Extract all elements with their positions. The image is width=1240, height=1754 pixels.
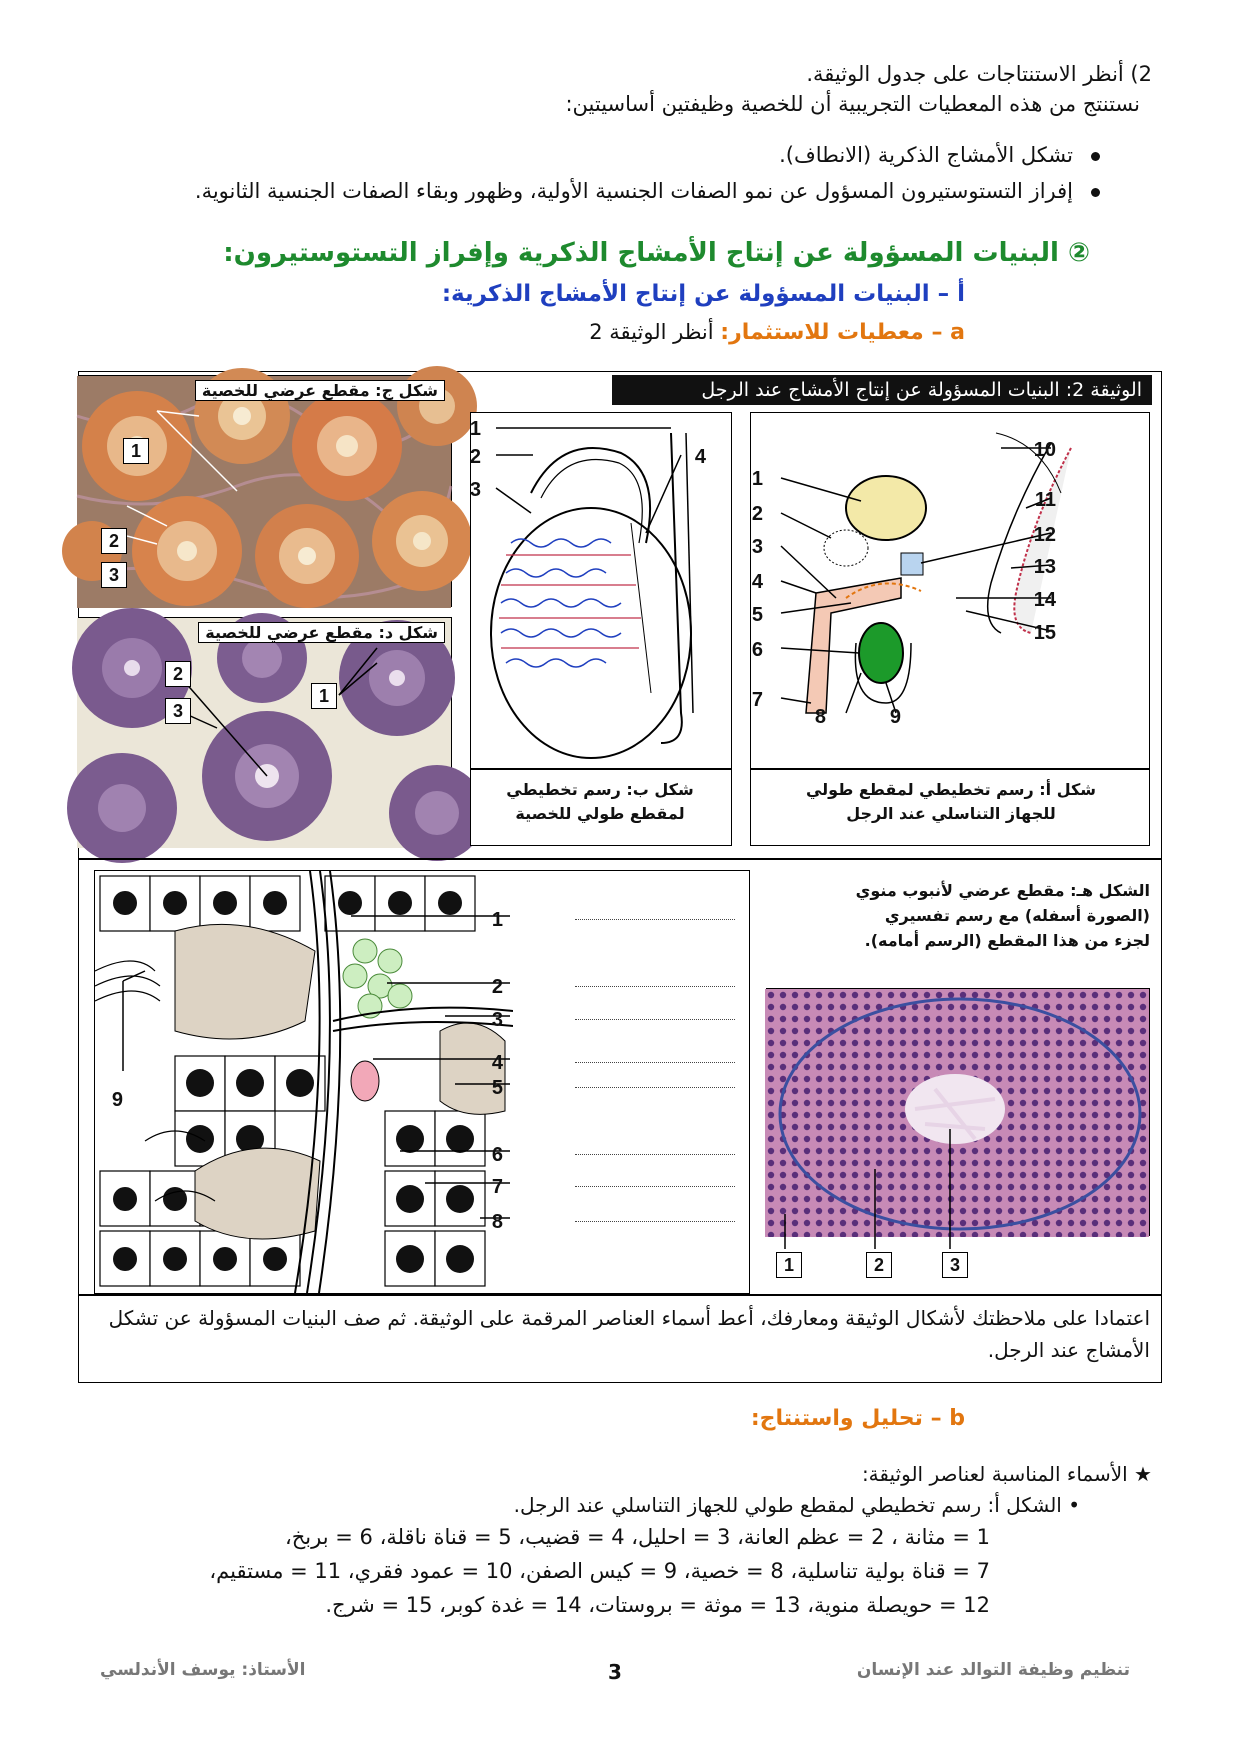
bullet-dot <box>1091 188 1100 197</box>
document-instruction: اعتمادا على ملاحظتك لأشكال الوثيقة ومعارفك، أعط أسماء العناصر المرقمة على الوثيقة. ثم صف البنيات المسؤولة عن تشكل الأمشاج عند الرجل. <box>108 1306 1150 1362</box>
fig-a-label-8: 8 <box>814 706 826 728</box>
fig-a-label-1: 1 <box>751 468 763 490</box>
subAb-heading: b – تحليل واستنتاج: <box>750 1406 965 1431</box>
fig-a-label-9: 9 <box>889 706 901 728</box>
answer-line-7 <box>575 1186 735 1187</box>
answers-row-3: 12 = حويصلة منوية، 13 = موثة = بروستات، 14 = غدة كوبر، 15 = شرج. <box>325 1593 990 1617</box>
fig-h-photo <box>766 988 1150 1236</box>
document-divider <box>78 858 1162 860</box>
fig-h-label-8: 8 <box>491 1211 503 1233</box>
fig-a-divider <box>751 768 1149 770</box>
intro-bullet-1: تشكل الأمشاج الذكرية (الانطاف). <box>100 138 1100 172</box>
fig-a-caption: شكل أ: رسم تخطيطي لمقطع طولي للجهاز التناسلي عند الرجل <box>805 780 1097 823</box>
fig-a-label-3: 3 <box>751 536 763 558</box>
fig-j-photo <box>78 375 452 607</box>
fig-d-label-1: 1 <box>311 683 337 709</box>
answers-row-1: 1 = مثانة ، 2 = عظم العانة، 3 = احليل، 4 = قضيب، 5 = قناة ناقلة، 6 = بربخ، <box>284 1525 990 1549</box>
fig-a-label-2: 2 <box>751 503 763 525</box>
fig-a-label-4: 4 <box>751 571 763 593</box>
subAa-heading: a – معطيات للاستثمار: أنظر الوثيقة 2 <box>589 320 965 345</box>
subA-heading: أ – البنيات المسؤولة عن إنتاج الأمشاج الذكرية: <box>441 281 965 307</box>
fig-h-photo-label-1: 1 <box>776 1252 802 1278</box>
fig-d-label-2: 2 <box>165 661 191 687</box>
fig-a-label-12: 12 <box>1033 524 1056 546</box>
fig-h-photo-label-2: 2 <box>866 1252 892 1278</box>
intro-line2: نستنتج من هذه المعطيات التجريبية أن للخصية وظيفتين أساسيتين: <box>565 92 1140 116</box>
fig-b-caption: شكل ب: رسم تخطيطي لمقطع طولي للخصية <box>506 780 694 823</box>
answers-row-2: 7 = قناة بولية تناسلية، 8 = خصية، 9 = كيس الصفن، 10 = عمود فقري، 11 = مستقيم، <box>209 1559 990 1583</box>
instruction-divider <box>78 1294 1162 1296</box>
bullet-dot <box>1091 152 1100 161</box>
answers-fig-a-title: • الشكل أ: رسم تخطيطي لمقطع طولي للجهاز التناسلي عند الرجل. <box>513 1493 1080 1517</box>
fig-a-drawing <box>751 413 1149 768</box>
fig-h-caption: الشكل هـ: مقطع عرضي لأنبوب منوي (الصورة أسفله) مع رسم تفسيري لجزء من هذا المقطع (الرسم أمامه). <box>855 881 1150 950</box>
fig-h-label-3: 3 <box>491 1009 503 1031</box>
fig-j-caption: شكل ج: مقطع عرضي للخصية <box>195 380 445 401</box>
section2-heading: ② البنيات المسؤولة عن إنتاج الأمشاج الذكرية وإفراز التستوستيرون: <box>223 238 1090 268</box>
fig-a-label-14: 14 <box>1033 589 1056 611</box>
answer-line-1 <box>575 919 735 920</box>
fig-a-panel <box>750 412 1150 846</box>
fig-h-label-4: 4 <box>491 1052 503 1074</box>
fig-h-photo-label-3: 3 <box>942 1252 968 1278</box>
document-title: الوثيقة 2: البنيات المسؤولة عن إنتاج الأمشاج عند الرجل <box>612 375 1152 405</box>
fig-j-label-2: 2 <box>101 528 127 554</box>
fig-d-label-3: 3 <box>165 698 191 724</box>
answer-line-6 <box>575 1154 735 1155</box>
fig-b-label-1: 1 <box>469 418 481 440</box>
fig-d-caption: شكل د: مقطع عرضي للخصية <box>198 622 445 643</box>
fig-a-label-10: 10 <box>1033 439 1056 461</box>
fig-a-label-7: 7 <box>751 689 763 711</box>
fig-b-drawing <box>471 413 731 768</box>
fig-a-label-11: 11 <box>1034 489 1056 511</box>
fig-h-label-2: 2 <box>491 976 503 998</box>
fig-d-drawing <box>77 618 451 848</box>
footer-course-title: تنظيم وظيفة التوالد عند الإنسان <box>856 1660 1130 1680</box>
answers-star: ★ الأسماء المناسبة لعناصر الوثيقة: <box>861 1462 1152 1486</box>
fig-j-label-1: 1 <box>123 438 149 464</box>
answer-line-8 <box>575 1221 735 1222</box>
fig-d-photo <box>78 617 452 847</box>
fig-h-schematic <box>95 871 749 1293</box>
fig-h-label-5: 5 <box>491 1077 503 1099</box>
fig-h-label-6: 6 <box>491 1144 503 1166</box>
fig-a-label-5: 5 <box>751 604 763 626</box>
fig-h-schematic-panel <box>94 870 750 1294</box>
fig-h-photo-drawing <box>765 989 1149 1237</box>
fig-b-panel <box>470 412 732 846</box>
footer-teacher: الأستاذ: يوسف الأندلسي <box>100 1660 306 1680</box>
fig-b-divider <box>471 768 731 770</box>
answer-line-2 <box>575 986 735 987</box>
fig-h-label-9: 9 <box>111 1089 123 1111</box>
intro-line1: 2) أنظر الاستنتاجات على جدول الوثيقة. <box>806 62 1152 86</box>
fig-j-drawing <box>77 376 451 608</box>
fig-h-label-1: 1 <box>491 909 503 931</box>
fig-a-label-6: 6 <box>751 639 763 661</box>
fig-b-label-3: 3 <box>469 479 481 501</box>
answer-line-3 <box>575 1019 735 1020</box>
fig-j-label-3: 3 <box>101 562 127 588</box>
answer-line-4 <box>575 1062 735 1063</box>
fig-a-label-15: 15 <box>1033 622 1056 644</box>
intro-bullet-2: إفراز التستوستيرون المسؤول عن نمو الصفات الجنسية الأولية، وظهور وبقاء الصفات الجنسية الثانوية. <box>60 174 1100 208</box>
fig-b-label-2: 2 <box>469 446 481 468</box>
fig-a-label-13: 13 <box>1033 556 1056 578</box>
footer-page-number: 3 <box>608 1660 622 1684</box>
answer-line-5 <box>575 1087 735 1088</box>
fig-h-label-7: 7 <box>491 1176 503 1198</box>
fig-b-label-4: 4 <box>694 446 706 468</box>
